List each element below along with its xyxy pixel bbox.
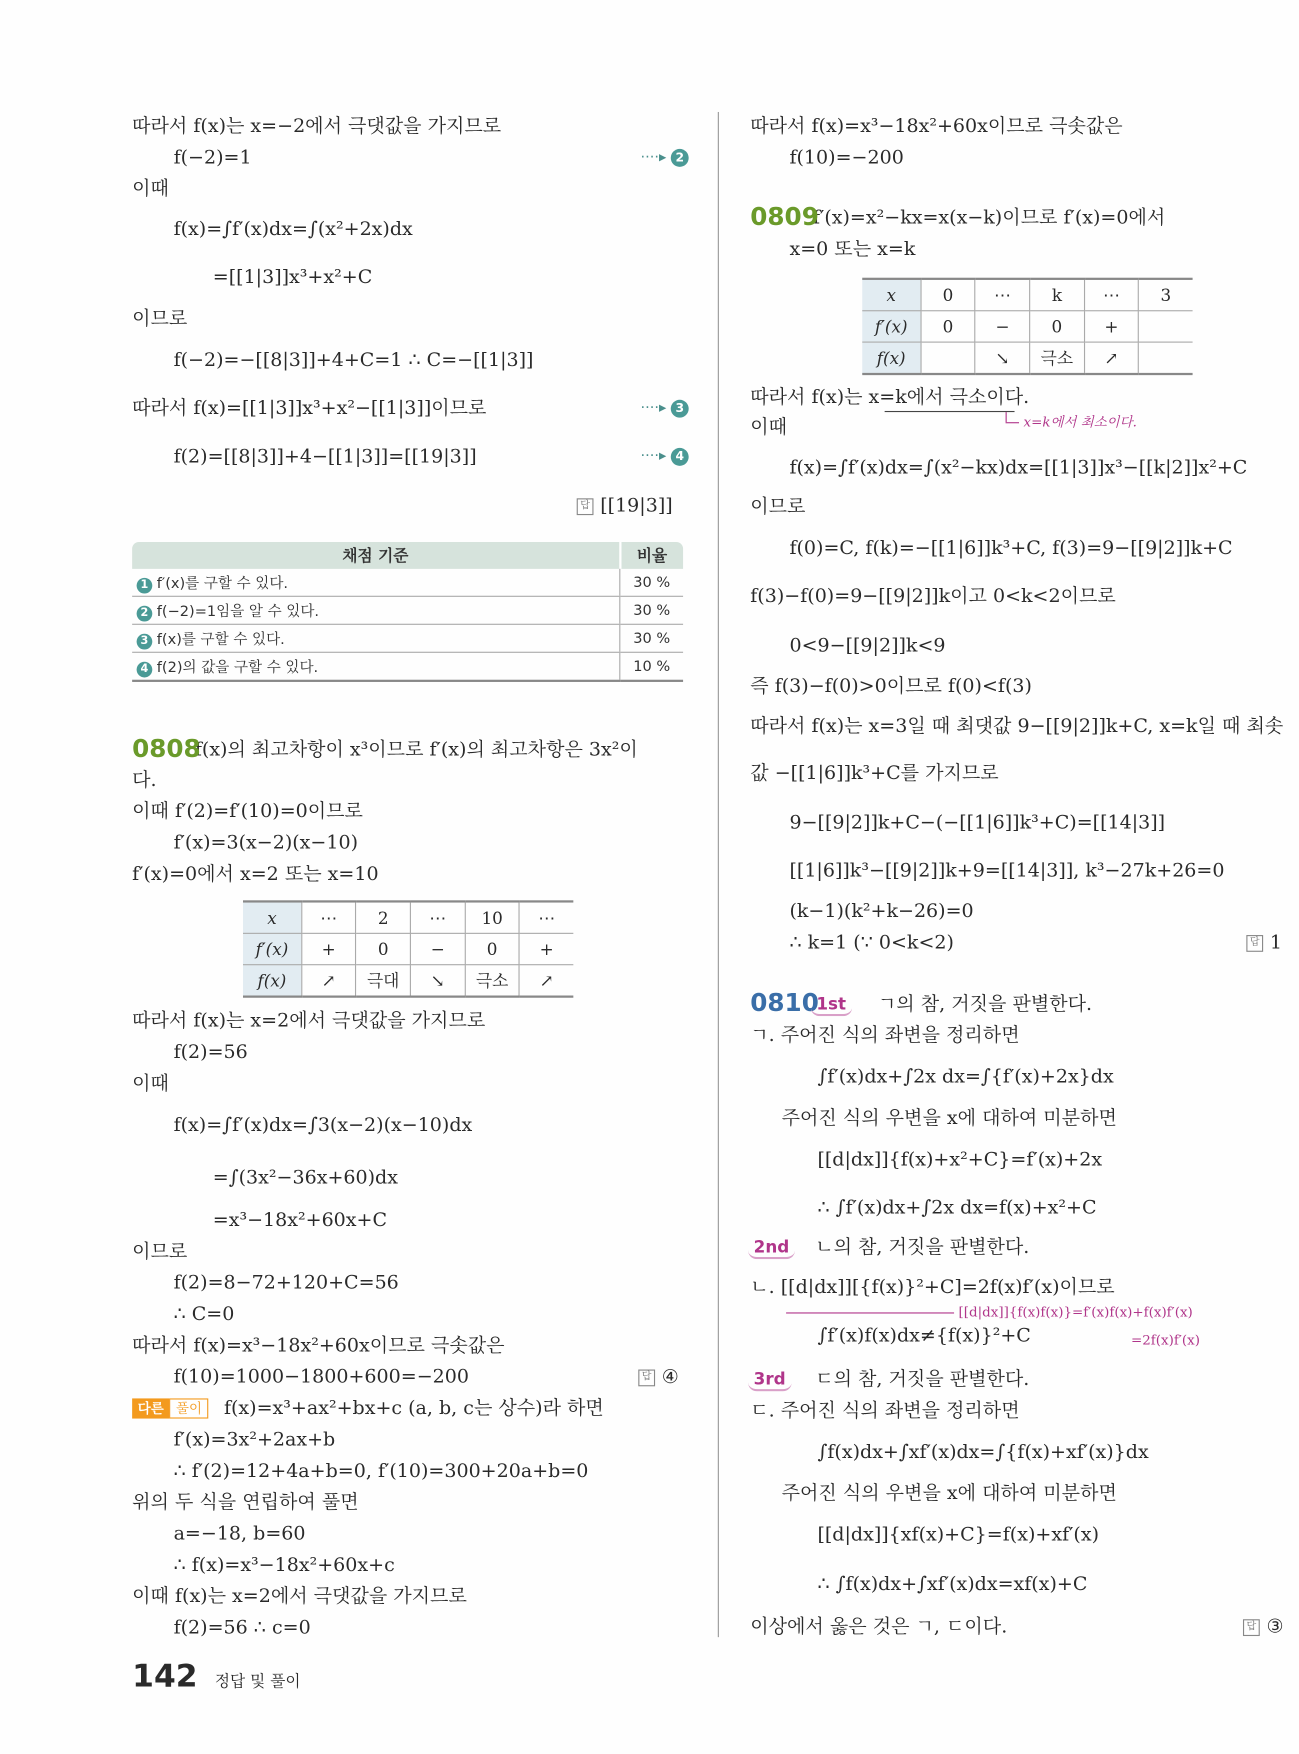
table-cell: ↘ xyxy=(410,965,464,997)
criteria-text: f(−2)=1임을 알 수 있다. xyxy=(156,603,320,621)
table-cell: 0 xyxy=(465,933,520,964)
sign-table-0809 xyxy=(862,278,1192,375)
criteria-rate: 30 % xyxy=(620,596,683,624)
answer-0810: 답 ③ xyxy=(1243,1616,1284,1638)
table-cell: − xyxy=(410,933,464,964)
step-number-icon: 4 xyxy=(137,662,153,678)
table-cell: 0 xyxy=(356,933,410,964)
text-line: f(10)=1000−1800+600=−200 xyxy=(173,1365,470,1389)
text-line: ㄷ. 주어진 식의 좌변을 정리하면 xyxy=(750,1399,1020,1422)
page-number: 142 xyxy=(132,1657,198,1695)
text-line: (k−1)(k²+k−26)=0 xyxy=(789,900,974,923)
text-line: f(2)=8−72+120+C=56 xyxy=(173,1271,399,1295)
step-badge-3rd: 3rd xyxy=(748,1368,798,1392)
text-line: ㄱ. 주어진 식의 좌변을 정리하면 xyxy=(750,1024,1020,1047)
problem-number-0809: 0809 xyxy=(750,203,819,232)
criteria-text: f(2)의 값을 구할 수 있다. xyxy=(156,659,319,677)
text-line: ∴ f(x)=x³−18x²+60x+c xyxy=(173,1554,395,1577)
text-line: 이므로 xyxy=(132,307,188,331)
grading-criteria-table: 채점 기준 비율 1 f′(x)를 구할 수 있다. 30 % 2 f(−2)=1임을 알 수 있다. 30 % 3 f(x)를 구할 수 있다. 30 % 4 f(2)의 값을 구할 수 있다. 10 % xyxy=(132,542,683,682)
criteria-rate: 30 % xyxy=(620,569,683,596)
text-line: f(x)=∫f′(x)dx=∫(x²−kx)dx=[[1|3]]x³−[[k|2]]x²+C xyxy=(789,456,1248,480)
problem-number-0810: 0810 xyxy=(750,989,819,1018)
table-cell: x xyxy=(243,901,301,933)
column-divider xyxy=(718,112,719,1637)
text-line: ㄴ의 참, 거짓을 판별한다. xyxy=(815,1236,1030,1259)
alt-solution-badge: 다른 풀이 xyxy=(132,1397,220,1420)
footer-label: 정답 및 풀이 xyxy=(214,1673,301,1692)
min-annotation: x=k에서 최소이다. xyxy=(1023,414,1137,430)
text-line: 따라서 f(x)는 x=3일 때 최댓값 9−[[9|2]]k+C, x=k일 때 최솟 xyxy=(750,715,1284,738)
table-cell: + xyxy=(301,933,355,964)
derivative-annotation-result: =2f(x)f′(x) xyxy=(1130,1332,1200,1349)
text-line: f(0)=C, f(k)=−[[1|6]]k³+C, f(3)=9−[[9|2]]k+C xyxy=(789,537,1233,560)
criteria-row xyxy=(132,624,683,652)
table-row xyxy=(243,901,573,933)
text-line: 따라서 f(x)=[[1|3]]x³+x²−[[1|3]]이므로 xyxy=(132,397,487,420)
text-line: 이때 xyxy=(132,177,169,201)
text-line: 이때 xyxy=(750,416,788,439)
criteria-row xyxy=(132,569,683,596)
text-line: f′(x)=0에서 x=2 또는 x=10 xyxy=(132,863,379,886)
annotation-connector xyxy=(1006,412,1007,422)
text-line: ∴ k=1 (∵ 0<k<2) xyxy=(789,931,954,954)
text-line: f(2)=56 ∴ c=0 xyxy=(173,1616,311,1640)
step-number-icon: 2 xyxy=(137,606,153,622)
text-line: 이때 xyxy=(132,1072,169,1095)
table-cell: + xyxy=(1084,311,1139,342)
text-line: 따라서 f(x)는 x=−2에서 극댓값을 가지므로 xyxy=(132,115,502,138)
annotation-connector xyxy=(1006,422,1019,423)
text-line: 값 −[[1|6]]k³+C를 가지므로 xyxy=(750,762,999,785)
text-line: 주어진 식의 우변을 x에 대하여 미분하면 xyxy=(781,1107,1117,1130)
text-line: 다. xyxy=(132,769,157,792)
answer-0807: 답 [[19|3]] xyxy=(577,495,673,517)
text-line: ∫f′(x)f(x)dx≠{f(x)}²+C xyxy=(817,1324,1031,1347)
annotation-connector xyxy=(786,1312,954,1313)
page-footer xyxy=(132,1658,300,1696)
underline xyxy=(885,411,1015,412)
table-row xyxy=(862,342,1192,374)
text-line: [[d|dx]]{f(x)+x²+C}=f′(x)+2x xyxy=(817,1148,1103,1172)
text-line: ∴ ∫f(x)dx+∫xf′(x)dx=xf(x)+C xyxy=(817,1573,1088,1596)
table-row xyxy=(243,965,573,997)
table-cell: ↘ xyxy=(975,342,1030,374)
table-cell: + xyxy=(519,933,573,964)
text-line: ∫f(x)dx+∫xf′(x)dx=∫{f(x)+xf′(x)}dx xyxy=(817,1440,1149,1464)
text-line: ∴ f′(2)=12+4a+b=0, f′(10)=300+20a+b=0 xyxy=(173,1460,589,1483)
table-cell: f′(x) xyxy=(243,933,301,964)
derivative-annotation: [[d|dx]]{f(x)f(x)}=f′(x)f(x)+f(x)f′(x) xyxy=(958,1304,1193,1321)
text-line: 따라서 f(x)는 x=2에서 극댓값을 가지므로 xyxy=(132,1009,486,1033)
text-line: f′(x)=3x²+2ax+b xyxy=(173,1428,336,1452)
text-line: x=0 또는 x=k xyxy=(789,238,916,261)
text-line: f(x)의 최고차항이 x³이므로 f′(x)의 최고차항은 3x²이 xyxy=(194,738,638,762)
text-line: f(x)=x³+ax²+bx+c (a, b, c는 상수)라 하면 xyxy=(223,1397,604,1420)
text-line: 이므로 xyxy=(132,1240,188,1263)
criteria-rate: 10 % xyxy=(620,652,683,681)
table-cell: f′(x) xyxy=(862,311,920,342)
table-cell: 0 xyxy=(921,279,975,311)
table-cell: 2 xyxy=(356,901,410,933)
table-cell: 3 xyxy=(1139,279,1193,311)
text-line: [[1|6]]k³−[[9|2]]k+9=[[14|3]], k³−27k+26=0 xyxy=(789,859,1225,883)
text-line: 9−[[9|2]]k+C−(−[[1|6]]k³+C)=[[14|3]] xyxy=(789,811,1166,835)
table-cell: ⋯ xyxy=(1084,279,1139,311)
text-line: =x³−18x²+60x+C xyxy=(212,1209,388,1232)
table-cell: 극소 xyxy=(465,965,520,997)
text-line: 따라서 f(x)=x³−18x²+60x이므로 극솟값은 xyxy=(750,115,1123,138)
text-line: f(x)=∫f′(x)dx=∫(x²+2x)dx xyxy=(173,218,413,241)
table-cell xyxy=(921,342,975,374)
step-marker-4: ····▸ 4 xyxy=(641,448,689,466)
text-line: f(−2)=1 xyxy=(173,146,252,169)
text-line: ∫f′(x)dx+∫2x dx=∫{f′(x)+2x}dx xyxy=(817,1065,1114,1089)
table-cell: x xyxy=(862,279,920,311)
table-row xyxy=(862,311,1192,342)
table-cell: 극대 xyxy=(356,965,410,997)
text-line: 이때 f′(2)=f′(10)=0이므로 xyxy=(132,800,363,823)
step-number-icon: 3 xyxy=(137,634,153,650)
text-line: 이므로 xyxy=(750,495,806,519)
text-line: ㄱ의 참, 거짓을 판별한다. xyxy=(877,993,1093,1016)
text-line: 0<9−[[9|2]]k<9 xyxy=(789,634,946,658)
table-row xyxy=(243,933,573,964)
text-line: ㄷ의 참, 거짓을 판별한다. xyxy=(815,1368,1030,1391)
table-cell: 0 xyxy=(921,311,975,342)
table-cell: ⋯ xyxy=(301,901,355,933)
step-badge-1st: 1st xyxy=(811,993,859,1017)
table-cell: f(x) xyxy=(862,342,920,374)
step-badge-2nd: 2nd xyxy=(748,1236,802,1260)
criteria-row xyxy=(132,596,683,624)
criteria-rate: 30 % xyxy=(620,624,683,652)
text-line: 즉 f(3)−f(0)>0이므로 f(0)<f(3) xyxy=(750,675,1032,698)
text-line: f(2)=56 xyxy=(173,1041,248,1064)
answer-0809: 답 1 xyxy=(1246,932,1282,954)
table-cell: − xyxy=(975,311,1030,342)
table-cell: ⋯ xyxy=(410,901,464,933)
text-line: 위의 두 식을 연립하여 풀면 xyxy=(132,1491,359,1514)
text-line: 따라서 f(x)=x³−18x²+60x이므로 극솟값은 xyxy=(132,1334,505,1357)
table-cell: f(x) xyxy=(243,965,301,997)
table-cell: ↗ xyxy=(1084,342,1139,374)
text-line: f′(x)=x²−kx=x(x−k)이므로 f′(x)=0에서 xyxy=(812,206,1166,230)
table-cell: ↗ xyxy=(519,965,573,997)
text-line: =∫(3x²−36x+60)dx xyxy=(212,1166,398,1190)
text-line: a=−18, b=60 xyxy=(173,1522,306,1546)
problem-number-0808: 0808 xyxy=(132,735,201,764)
text-line: 이때 f(x)는 x=2에서 극댓값을 가지므로 xyxy=(132,1585,467,1608)
text-line: [[d|dx]]{xf(x)+C}=f(x)+xf′(x) xyxy=(817,1523,1100,1547)
text-line: =[[1|3]]x³+x²+C xyxy=(212,266,373,289)
text-line: f′(x)=3(x−2)(x−10) xyxy=(173,831,359,855)
table-cell: 10 xyxy=(465,901,520,933)
table-cell: 0 xyxy=(1030,311,1084,342)
text-line: ∴ C=0 xyxy=(173,1303,235,1326)
text-line: f(x)=∫f′(x)dx=∫3(x−2)(x−10)dx xyxy=(173,1113,473,1137)
step-number-icon: 1 xyxy=(137,578,153,594)
step-marker-3: ····▸ 3 xyxy=(641,400,689,418)
text-line: 이상에서 옳은 것은 ㄱ, ㄷ이다. xyxy=(750,1615,1008,1639)
table-cell: k xyxy=(1030,279,1084,311)
criteria-text: f′(x)를 구할 수 있다. xyxy=(156,575,289,593)
table-cell: 극소 xyxy=(1030,342,1084,374)
criteria-text: f(x)를 구할 수 있다. xyxy=(156,631,285,649)
text-line: f(3)−f(0)=9−[[9|2]]k이고 0<k<2이므로 xyxy=(750,585,1116,608)
text-line: ㄴ. [[d|dx]][{f(x)}²+C]=2f(x)f′(x)이므로 xyxy=(750,1276,1115,1299)
text-line: ∴ ∫f′(x)dx+∫2x dx=f(x)+x²+C xyxy=(817,1196,1097,1220)
criteria-row xyxy=(132,652,683,681)
text-line: 따라서 f(x)는 x=k에서 극소이다. xyxy=(750,386,1030,409)
text-line: 주어진 식의 우변을 x에 대하여 미분하면 xyxy=(781,1482,1117,1505)
text-line: f(10)=−200 xyxy=(789,146,904,169)
text-line: f(2)=[[8|3]]+4−[[1|3]]=[[19|3]] xyxy=(173,445,477,468)
table-row xyxy=(862,279,1192,311)
table-cell: ↗ xyxy=(301,965,355,997)
answer-0808: 답 ④ xyxy=(638,1366,679,1388)
table-cell xyxy=(1139,342,1193,374)
sign-table-0808 xyxy=(243,900,573,997)
table-cell xyxy=(1139,311,1193,342)
table-cell: ⋯ xyxy=(975,279,1030,311)
text-line: f(−2)=−[[8|3]]+4+C=1 ∴ C=−[[1|3]] xyxy=(173,349,534,372)
table-cell: ⋯ xyxy=(519,901,573,933)
step-marker-2: ····▸ 2 xyxy=(641,149,689,167)
